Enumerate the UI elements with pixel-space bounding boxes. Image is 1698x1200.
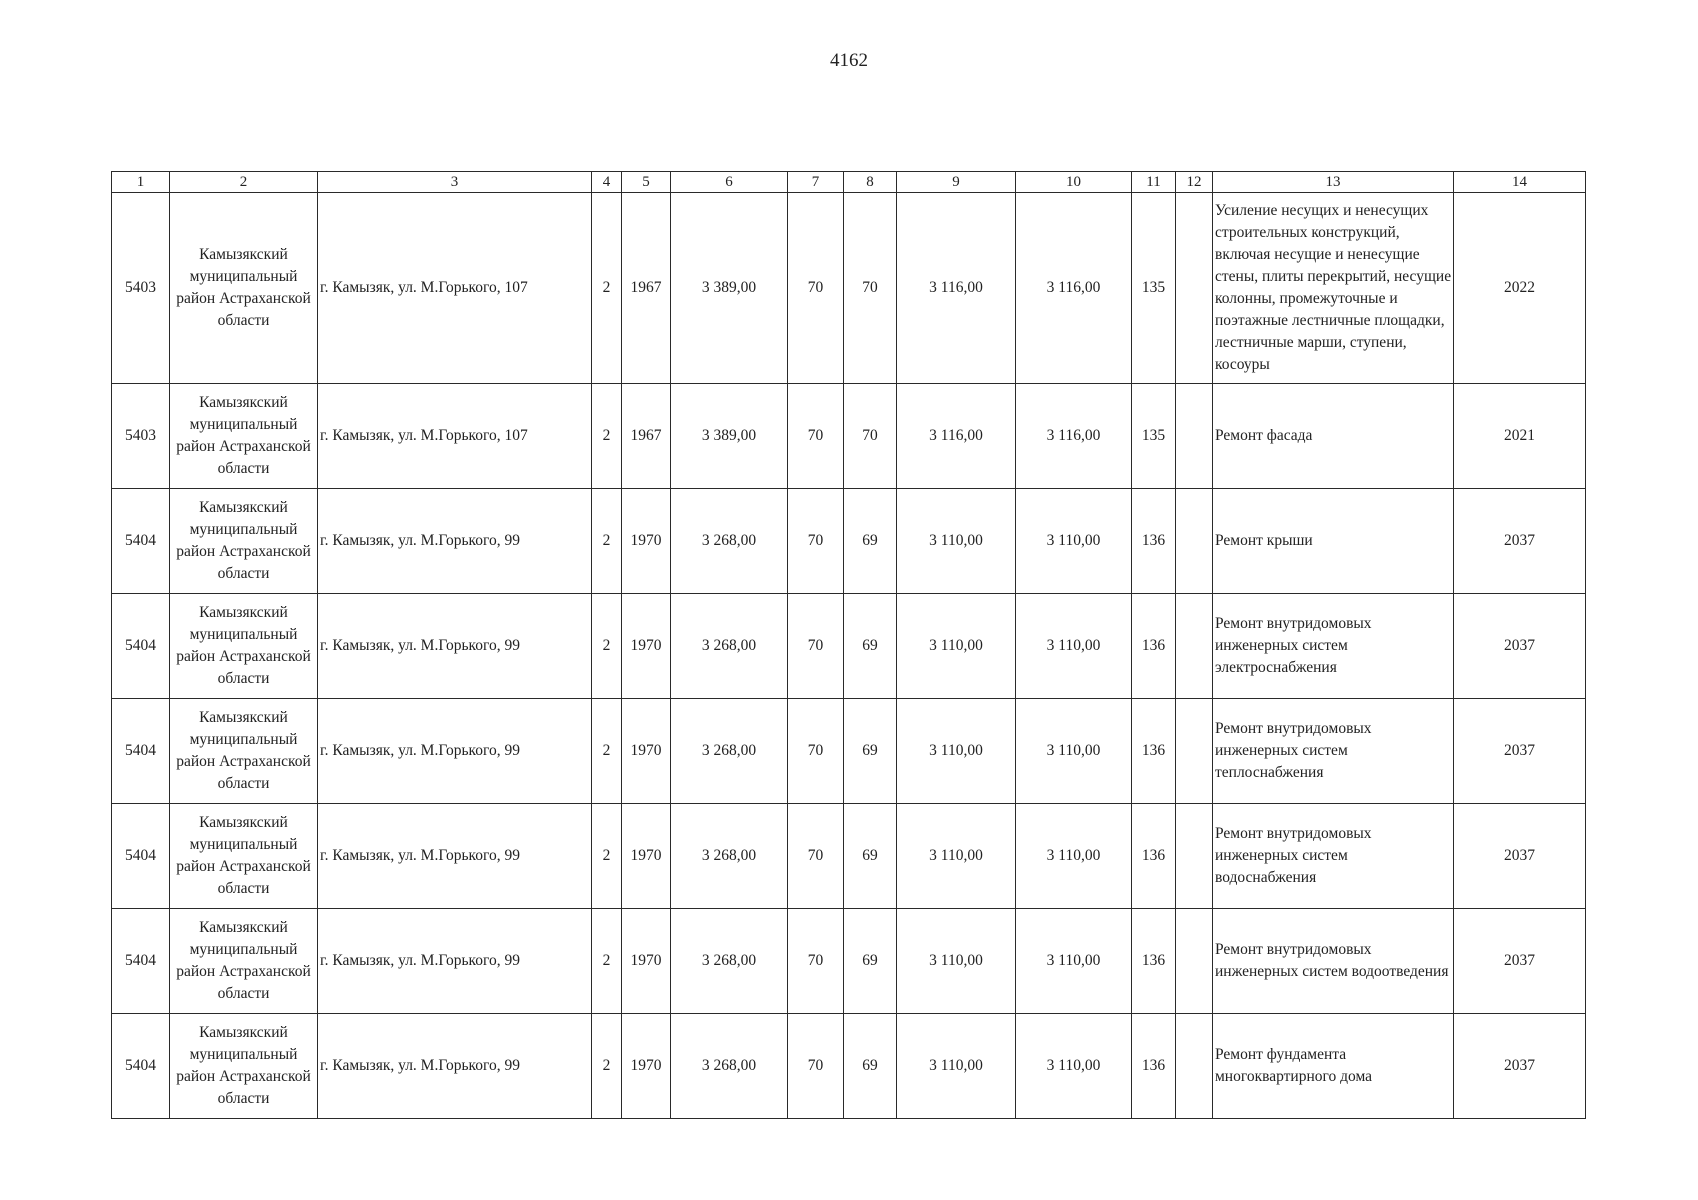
cell-col8: 69 [844,1014,897,1119]
cell-col6: 3 389,00 [671,384,788,489]
year-built: 1970 [622,909,671,1014]
column-header: 2 [170,172,318,193]
cell-col6: 3 268,00 [671,804,788,909]
cell-col9: 3 116,00 [897,193,1016,384]
building-id: 5404 [112,909,170,1014]
cell-col6: 3 268,00 [671,489,788,594]
column-header: 7 [788,172,844,193]
table-row [112,1014,1586,1119]
cell-col8: 69 [844,699,897,804]
cell-col10: 3 110,00 [1016,1014,1132,1119]
column-header: 10 [1016,172,1132,193]
address: г. Камызяк, ул. М.Горького, 107 [318,193,592,384]
building-id: 5403 [112,193,170,384]
work-type: Ремонт фасада [1213,384,1454,489]
planned-year: 2037 [1454,699,1586,804]
work-type: Ремонт внутридомовых инженерных систем теплоснабжения [1213,699,1454,804]
municipality: Камызякский муниципальный район Астраханской области [170,804,318,909]
table-row [112,909,1586,1014]
building-id: 5404 [112,1014,170,1119]
cell-col7: 70 [788,594,844,699]
cell-col11: 135 [1132,193,1176,384]
planned-year: 2037 [1454,1014,1586,1119]
cell-col12 [1176,699,1213,804]
column-header: 11 [1132,172,1176,193]
planned-year: 2022 [1454,193,1586,384]
cell-col11: 136 [1132,1014,1176,1119]
cell-col6: 3 389,00 [671,193,788,384]
cell-col10: 3 110,00 [1016,804,1132,909]
work-type: Ремонт внутридомовых инженерных систем электроснабжения [1213,594,1454,699]
column-header: 6 [671,172,788,193]
cell-col6: 3 268,00 [671,909,788,1014]
planned-year: 2037 [1454,909,1586,1014]
cell-col4: 2 [592,384,622,489]
planned-year: 2037 [1454,594,1586,699]
work-type: Ремонт фундамента многоквартирного дома [1213,1014,1454,1119]
cell-col11: 136 [1132,594,1176,699]
year-built: 1970 [622,489,671,594]
cell-col4: 2 [592,804,622,909]
year-built: 1967 [622,384,671,489]
table-row [112,489,1586,594]
cell-col7: 70 [788,193,844,384]
address: г. Камызяк, ул. М.Горького, 99 [318,699,592,804]
municipality: Камызякский муниципальный район Астраханской области [170,909,318,1014]
cell-col8: 69 [844,594,897,699]
cell-col6: 3 268,00 [671,594,788,699]
cell-col9: 3 110,00 [897,804,1016,909]
cell-col8: 69 [844,909,897,1014]
municipality: Камызякский муниципальный район Астраханской области [170,594,318,699]
cell-col8: 69 [844,489,897,594]
column-header: 13 [1213,172,1454,193]
column-header: 5 [622,172,671,193]
cell-col6: 3 268,00 [671,1014,788,1119]
planned-year: 2021 [1454,384,1586,489]
table-row [112,804,1586,909]
year-built: 1970 [622,594,671,699]
cell-col12 [1176,193,1213,384]
cell-col11: 136 [1132,804,1176,909]
cell-col9: 3 110,00 [897,699,1016,804]
building-id: 5404 [112,699,170,804]
work-type: Ремонт внутридомовых инженерных систем водоснабжения [1213,804,1454,909]
cell-col7: 70 [788,909,844,1014]
year-built: 1970 [622,1014,671,1119]
cell-col12 [1176,384,1213,489]
cell-col11: 136 [1132,699,1176,804]
cell-col10: 3 110,00 [1016,489,1132,594]
address: г. Камызяк, ул. М.Горького, 99 [318,594,592,699]
cell-col12 [1176,909,1213,1014]
cell-col7: 70 [788,1014,844,1119]
cell-col11: 136 [1132,489,1176,594]
column-header: 14 [1454,172,1586,193]
column-header: 1 [112,172,170,193]
work-type: Ремонт внутридомовых инженерных систем водоотведения [1213,909,1454,1014]
table-row [112,384,1586,489]
address: г. Камызяк, ул. М.Горького, 99 [318,1014,592,1119]
cell-col4: 2 [592,1014,622,1119]
building-id: 5404 [112,804,170,909]
cell-col4: 2 [592,193,622,384]
municipality: Камызякский муниципальный район Астраханской области [170,699,318,804]
cell-col8: 70 [844,384,897,489]
cell-col12 [1176,594,1213,699]
address: г. Камызяк, ул. М.Горького, 99 [318,489,592,594]
year-built: 1970 [622,699,671,804]
cell-col4: 2 [592,594,622,699]
planned-year: 2037 [1454,804,1586,909]
address: г. Камызяк, ул. М.Горького, 99 [318,909,592,1014]
cell-col7: 70 [788,384,844,489]
column-header: 3 [318,172,592,193]
cell-col12 [1176,489,1213,594]
cell-col9: 3 110,00 [897,1014,1016,1119]
building-id: 5403 [112,384,170,489]
cell-col7: 70 [788,489,844,594]
work-type: Ремонт крыши [1213,489,1454,594]
cell-col4: 2 [592,489,622,594]
cell-col10: 3 110,00 [1016,594,1132,699]
cell-col7: 70 [788,699,844,804]
building-id: 5404 [112,594,170,699]
table-row [112,699,1586,804]
table-row [112,193,1586,384]
cell-col8: 69 [844,804,897,909]
cell-col11: 136 [1132,909,1176,1014]
capital-repair-table [111,171,1586,1119]
year-built: 1970 [622,804,671,909]
cell-col9: 3 110,00 [897,909,1016,1014]
cell-col12 [1176,804,1213,909]
cell-col10: 3 110,00 [1016,909,1132,1014]
cell-col9: 3 110,00 [897,489,1016,594]
cell-col12 [1176,1014,1213,1119]
column-header: 8 [844,172,897,193]
work-type: Усиление несущих и ненесущих строительных конструкций, включая несущие и ненесущие стены, плиты перекрытий, несущие колонны, промежуточные и поэтажные лестничные площадки, лестничные марши, ступени, косоуры [1213,193,1454,384]
municipality: Камызякский муниципальный район Астраханской области [170,1014,318,1119]
cell-col10: 3 116,00 [1016,384,1132,489]
cell-col6: 3 268,00 [671,699,788,804]
municipality: Камызякский муниципальный район Астраханской области [170,193,318,384]
cell-col8: 70 [844,193,897,384]
address: г. Камызяк, ул. М.Горького, 107 [318,384,592,489]
cell-col9: 3 110,00 [897,594,1016,699]
year-built: 1967 [622,193,671,384]
cell-col9: 3 116,00 [897,384,1016,489]
cell-col11: 135 [1132,384,1176,489]
page-number: 4162 [830,50,868,71]
column-header: 12 [1176,172,1213,193]
planned-year: 2037 [1454,489,1586,594]
cell-col10: 3 116,00 [1016,193,1132,384]
cell-col10: 3 110,00 [1016,699,1132,804]
column-header: 9 [897,172,1016,193]
building-id: 5404 [112,489,170,594]
address: г. Камызяк, ул. М.Горького, 99 [318,804,592,909]
cell-col4: 2 [592,909,622,1014]
municipality: Камызякский муниципальный район Астраханской области [170,384,318,489]
cell-col4: 2 [592,699,622,804]
table-row [112,594,1586,699]
column-header: 4 [592,172,622,193]
municipality: Камызякский муниципальный район Астраханской области [170,489,318,594]
cell-col7: 70 [788,804,844,909]
column-number-row [112,172,1586,193]
